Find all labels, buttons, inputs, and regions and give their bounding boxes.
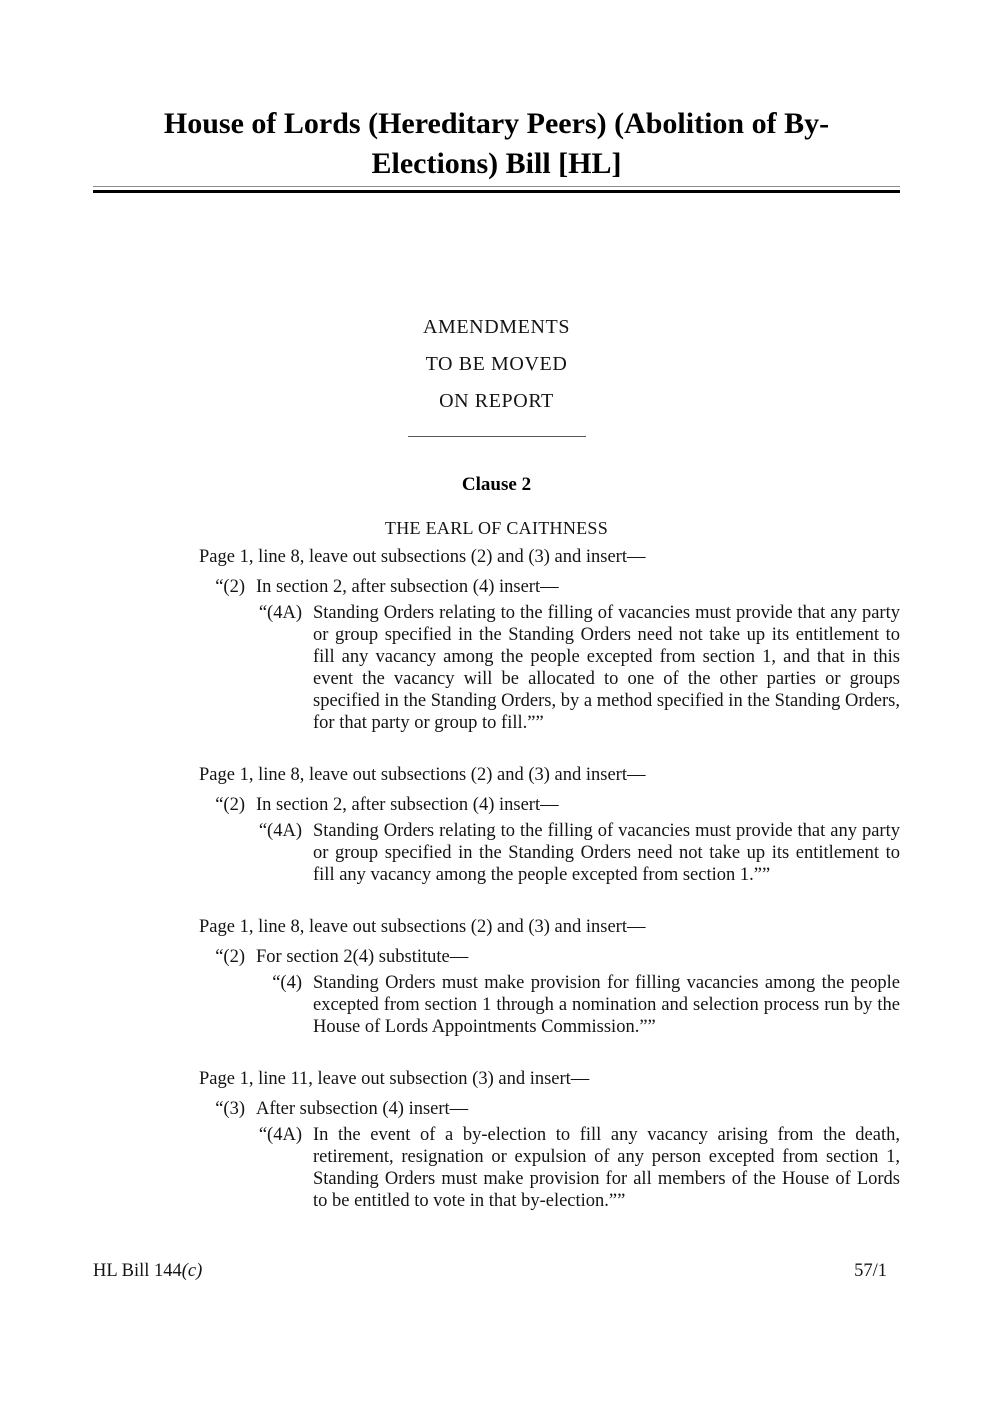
amendment-item <box>199 1124 900 1212</box>
item-label: “(4A) <box>258 1124 302 1145</box>
page-title <box>93 104 900 184</box>
item-text: In section 2, after subsection (4) insert— <box>256 576 559 597</box>
item-text: In section 2, after subsection (4) insert— <box>256 794 559 815</box>
footer <box>93 1260 887 1282</box>
amendment-2 <box>199 764 900 886</box>
amendment-list <box>199 546 900 1212</box>
amendment-item <box>199 576 900 598</box>
clause-heading: Clause 2 <box>461 473 532 495</box>
page-title-line-1: House of Lords (Hereditary Peers) (Abolition of By- <box>163 107 830 140</box>
item-text: In the event of a by-election to fill any vacancy arising from the death, retirement, resignation or expulsion of any person excepted from section 1, Standing Orders must make provision for all members of the House of Lords to be entitled to vote in that by-election.”” <box>313 1124 900 1211</box>
item-text: For section 2(4) substitute— <box>256 946 469 967</box>
bill-number-suffix: (c) <box>181 1261 203 1281</box>
heading-line-on-report: ON REPORT <box>439 389 554 412</box>
amendment-item <box>199 602 900 734</box>
item-text: Standing Orders must make provision for filling vacancies among the people excepted from section 1 through a nomination and selection process run by the House of Lords Appointments Commission.”” <box>313 972 900 1037</box>
amendment-instruction: Page 1, line 8, leave out subsections (2) and (3) and insert— <box>199 916 646 937</box>
sponsor-name: THE EARL OF CAITHNESS <box>384 517 609 538</box>
amendment-3 <box>199 916 900 1038</box>
item-label: “(2) <box>215 946 245 967</box>
amendment-instruction: Page 1, line 11, leave out subsection (3) and insert— <box>199 1068 590 1089</box>
amendment-4 <box>199 1068 900 1212</box>
amendment-instruction: Page 1, line 8, leave out subsections (2) and (3) and insert— <box>199 546 646 567</box>
amendment-instruction: Page 1, line 8, leave out subsections (2) and (3) and insert— <box>199 764 646 785</box>
amendment-item <box>199 946 900 968</box>
amendment-1 <box>199 546 900 734</box>
page-title-line-2: Elections) Bill [HL] <box>371 147 622 180</box>
title-double-rule <box>93 186 900 193</box>
bill-number <box>93 1260 202 1282</box>
item-text: After subsection (4) insert— <box>256 1098 469 1119</box>
amendments-heading <box>93 309 900 420</box>
amendment-item <box>199 794 900 816</box>
amendment-item <box>199 820 900 886</box>
item-label: “(3) <box>215 1098 245 1119</box>
bill-number-text: HL Bill 144 <box>93 1261 182 1281</box>
section-divider <box>408 436 586 437</box>
item-text: Standing Orders relating to the filling of vacancies must provide that any party or group specified in the Standing Orders need not take up its entitlement to fill any vacancy among the people excepted from section 1, and that in this event the vacancy will be allocated to one of the other parties or groups specified in the Standing Orders, by a method specified in the Standing Orders, for that party or group to fill.”” <box>313 602 900 733</box>
session-code: 57/1 <box>854 1261 887 1281</box>
heading-line-amendments: AMENDMENTS <box>422 315 571 338</box>
item-label: “(4A) <box>258 602 302 623</box>
item-label: “(4A) <box>258 820 302 841</box>
item-label: “(2) <box>215 794 245 815</box>
item-label: “(2) <box>215 576 245 597</box>
amendment-item <box>199 972 900 1038</box>
heading-line-to-be-moved: TO BE MOVED <box>425 352 568 375</box>
item-text: Standing Orders relating to the filling of vacancies must provide that any party or group specified in the Standing Orders need not take up its entitlement to fill any vacancy among the people excepted from section 1.”” <box>313 820 900 885</box>
amendment-item <box>199 1098 900 1120</box>
item-label: “(4) <box>272 972 302 993</box>
